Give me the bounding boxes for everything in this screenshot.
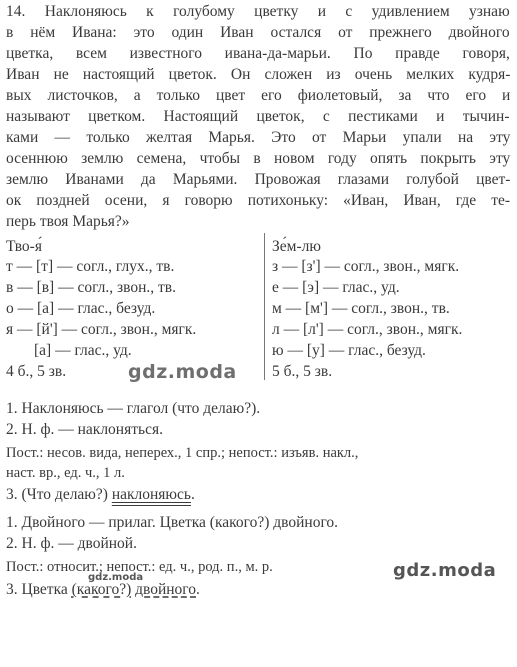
phonetic-row-right: е — [э] — глас., уд. — [272, 279, 400, 296]
phonetic-row-right: ю — [у] — глас., безуд. — [272, 342, 426, 359]
phonetic-row-left: о — [а] — глас., безуд. — [6, 300, 156, 317]
punct: . — [196, 581, 200, 598]
paragraph-line: ками — только желтая Марья. Это от Марьи упали на эту — [6, 129, 511, 146]
noun-word: 3. Цветка — [6, 581, 72, 598]
verb-analysis-line: 2. Н. ф. — наклоняться. — [6, 421, 163, 438]
verb-analysis-line — [6, 485, 195, 505]
phonetic-row-left: т — [т] — согл., глух., тв. — [6, 258, 175, 275]
phonetic-row-left: [а] — глас., уд. — [34, 342, 132, 359]
adjective-analysis-line: 2. Н. ф. — двойной. — [6, 535, 137, 552]
paragraph-line: осеннюю землю семена, чтобы в новом году опять покрыть эту — [6, 150, 511, 167]
phonetic-word-left: Тво-я́ — [6, 238, 42, 255]
watermark: gdz.moda — [393, 560, 497, 581]
paragraph-line: 14. Наклоняюсь к голубому цветку и с удивлением узнаю — [6, 3, 510, 20]
phonetic-total-left: 4 б., 5 зв. — [6, 363, 67, 380]
question-underlined: (какого?) — [71, 581, 132, 598]
punct: . — [190, 486, 195, 503]
adjective-analysis-line: 1. Двойного — прилаг. Цветка (какого?) двойного. — [6, 514, 339, 531]
paragraph-line: ок поздней осени, я говорю потихоньку: «Иван, Иван, где те- — [6, 192, 511, 209]
verb-analysis-line: наст. вр., ед. ч., 1 л. — [6, 465, 125, 481]
watermark: gdz.moda — [128, 361, 237, 383]
phonetic-row-left: я — [й'] — согл., звон., мягк. — [6, 321, 197, 338]
paragraph-line: вых листочков, а только цвет его фиолетовый, за что его и — [6, 87, 511, 104]
paragraph-line: в нём Ивана: это один Иван остался от прежнего двойного — [6, 24, 510, 41]
column-divider — [264, 233, 265, 380]
phonetic-total-right: 5 б., 5 зв. — [272, 363, 333, 380]
verb-analysis-line: 1. Наклоняюсь — глагол (что делаю?). — [6, 400, 261, 417]
paragraph-line: землю Иванами да Марьями. Провожая глазами голубой цвет- — [6, 171, 511, 188]
paragraph-line: цветка, всем известного ивана-да-марьи. По правде говоря, — [6, 45, 510, 62]
phonetic-row-left: в — [в] — согл., звон., тв. — [6, 279, 176, 296]
phonetic-row-right: м — [м'] — согл., звон., тв. — [272, 300, 450, 317]
phonetic-row-right: з — [з'] — согл., звон., мягк. — [272, 258, 460, 275]
adjective-analysis-line — [6, 580, 200, 600]
paragraph-line: Иван не настоящий цветок. Он сложен из очень мелких кудря- — [6, 66, 511, 83]
phonetic-row-right: л — [л'] — согл., звон., мягк. — [272, 321, 463, 338]
attribute-underlined: двойного — [135, 581, 197, 598]
phonetic-word-right: Зе́м-лю — [272, 238, 321, 255]
verb-analysis-line: Пост.: несов. вида, неперех., 1 спр.; непост.: изъяв. накл., — [6, 445, 359, 461]
paragraph-line: перь твоя Марья?» — [6, 213, 130, 230]
adjective-analysis-line: Пост.: относит.; непост.: ед. ч., род. п., м. р. — [6, 559, 273, 575]
verb-question: 3. (Что делаю?) — [6, 486, 112, 503]
watermark-small: gdz.moda — [88, 572, 144, 583]
verb-predicate-underlined: наклоняюсь — [111, 486, 191, 503]
paragraph-line: называют цветком. Настоящий цветок, с пестиками и тычин- — [6, 108, 510, 125]
